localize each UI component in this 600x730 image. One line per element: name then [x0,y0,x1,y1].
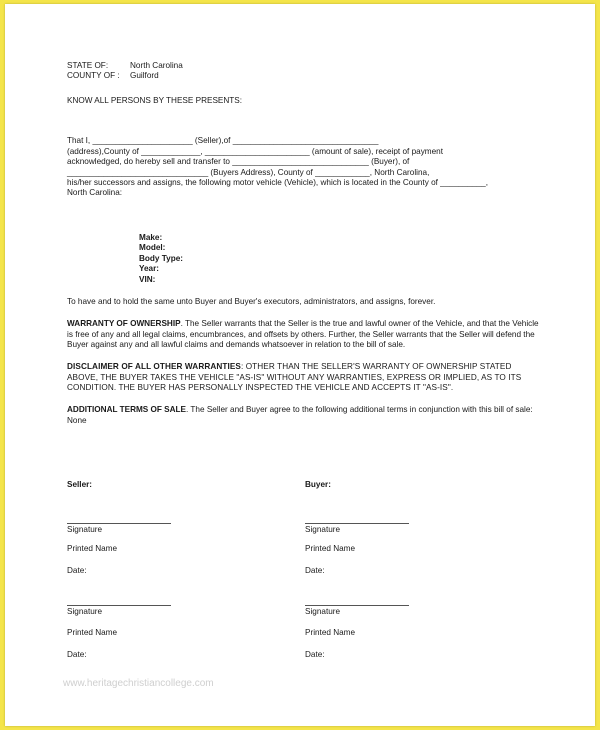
know-all-heading: KNOW ALL PERSONS BY THESE PRESENTS: [67,96,243,105]
vehicle-field-model: Model: [139,243,166,252]
transfer-line: his/her successors and assigns, the following motor vehicle (Vehicle), which is located in the County of __________, [67,178,488,187]
buyer-date-label: Date: [305,566,325,575]
vehicle-field-year: Year: [139,264,160,273]
buyer-date-label-2: Date: [305,650,325,659]
watermark-text: www.heritagechristiancollege.com [63,678,214,689]
additional-terms-text: . The Seller and Buyer agree to the following additional terms in conjunction with this bill of sale: None [67,405,533,425]
transfer-line: (address),County of _____________, _______________________ (amount of sale), receipt of payment [67,147,443,156]
state-label: STATE OF: [67,61,109,70]
additional-terms-paragraph [67,405,542,426]
warranty-text: . The Seller warrants that the Seller is the true and lawful owner of the Vehicle, and that the Vehicle is free of any and all legal claims, encumbrances, and offsets by others. Further, the Seller warrants that the Seller will defend the Buyer against any and all lawful claims and demands whatsoever in relation to the bill of sale. [67,319,539,349]
seller-printed-name-label: Printed Name [67,544,118,553]
additional-terms-heading: ADDITIONAL TERMS OF SALE [67,405,187,414]
buyer-signature-line [305,523,409,524]
buyer-signature-label-2: Signature [305,607,341,616]
county-label: COUNTY OF : [67,71,120,80]
buyer-signature-label: Signature [305,525,341,534]
warranty-heading: WARRANTY OF OWNERSHIP [67,319,181,328]
transfer-line: acknowledged, do hereby sell and transfer to ______________________________ (Buyer), of [67,157,410,166]
seller-signature-label-2: Signature [67,607,103,616]
transfer-line: North Carolina: [67,188,123,197]
to-have-clause: To have and to hold the same unto Buyer and Buyer's executors, administrators, and assigns, forever. [67,297,436,306]
vehicle-field-vin: VIN: [139,275,156,284]
warranty-paragraph [67,319,542,351]
document-page [5,4,595,726]
buyer-label: Buyer: [305,480,331,489]
transfer-line: _______________________________ (Buyers Address), County of ____________, North Carolina, [67,168,430,177]
seller-signature-label: Signature [67,525,103,534]
transfer-line: That I, ______________________ (Seller),of ________________________________ [67,136,379,145]
county-value: Guilford [130,71,159,80]
disclaimer-paragraph [67,362,542,394]
buyer-printed-name-label: Printed Name [305,544,356,553]
state-value: North Carolina [130,61,183,70]
buyer-signature-line-2 [305,605,409,606]
seller-label: Seller: [67,480,93,489]
vehicle-field-make: Make: [139,233,163,242]
vehicle-field-body-type: Body Type: [139,254,183,263]
seller-date-label-2: Date: [67,650,87,659]
seller-signature-line-2 [67,605,171,606]
seller-printed-name-label-2: Printed Name [67,628,118,637]
seller-date-label: Date: [67,566,87,575]
disclaimer-text: : OTHER THAN THE SELLER'S WARRANTY OF OWNERSHIP STATED ABOVE, THE BUYER TAKES THE VEHICLE "AS-IS" WITHOUT ANY WARRANTIES, EXPRESS OR IMPLIED, AS TO ITS CONDITION. THE BUYER HAS PERSONALLY INSPECTED THE VEHICLE AND ACCEPTS IT "AS-IS". [67,362,522,392]
seller-signature-line [67,523,171,524]
buyer-printed-name-label-2: Printed Name [305,628,356,637]
disclaimer-heading: DISCLAIMER OF ALL OTHER WARRANTIES [67,362,241,371]
